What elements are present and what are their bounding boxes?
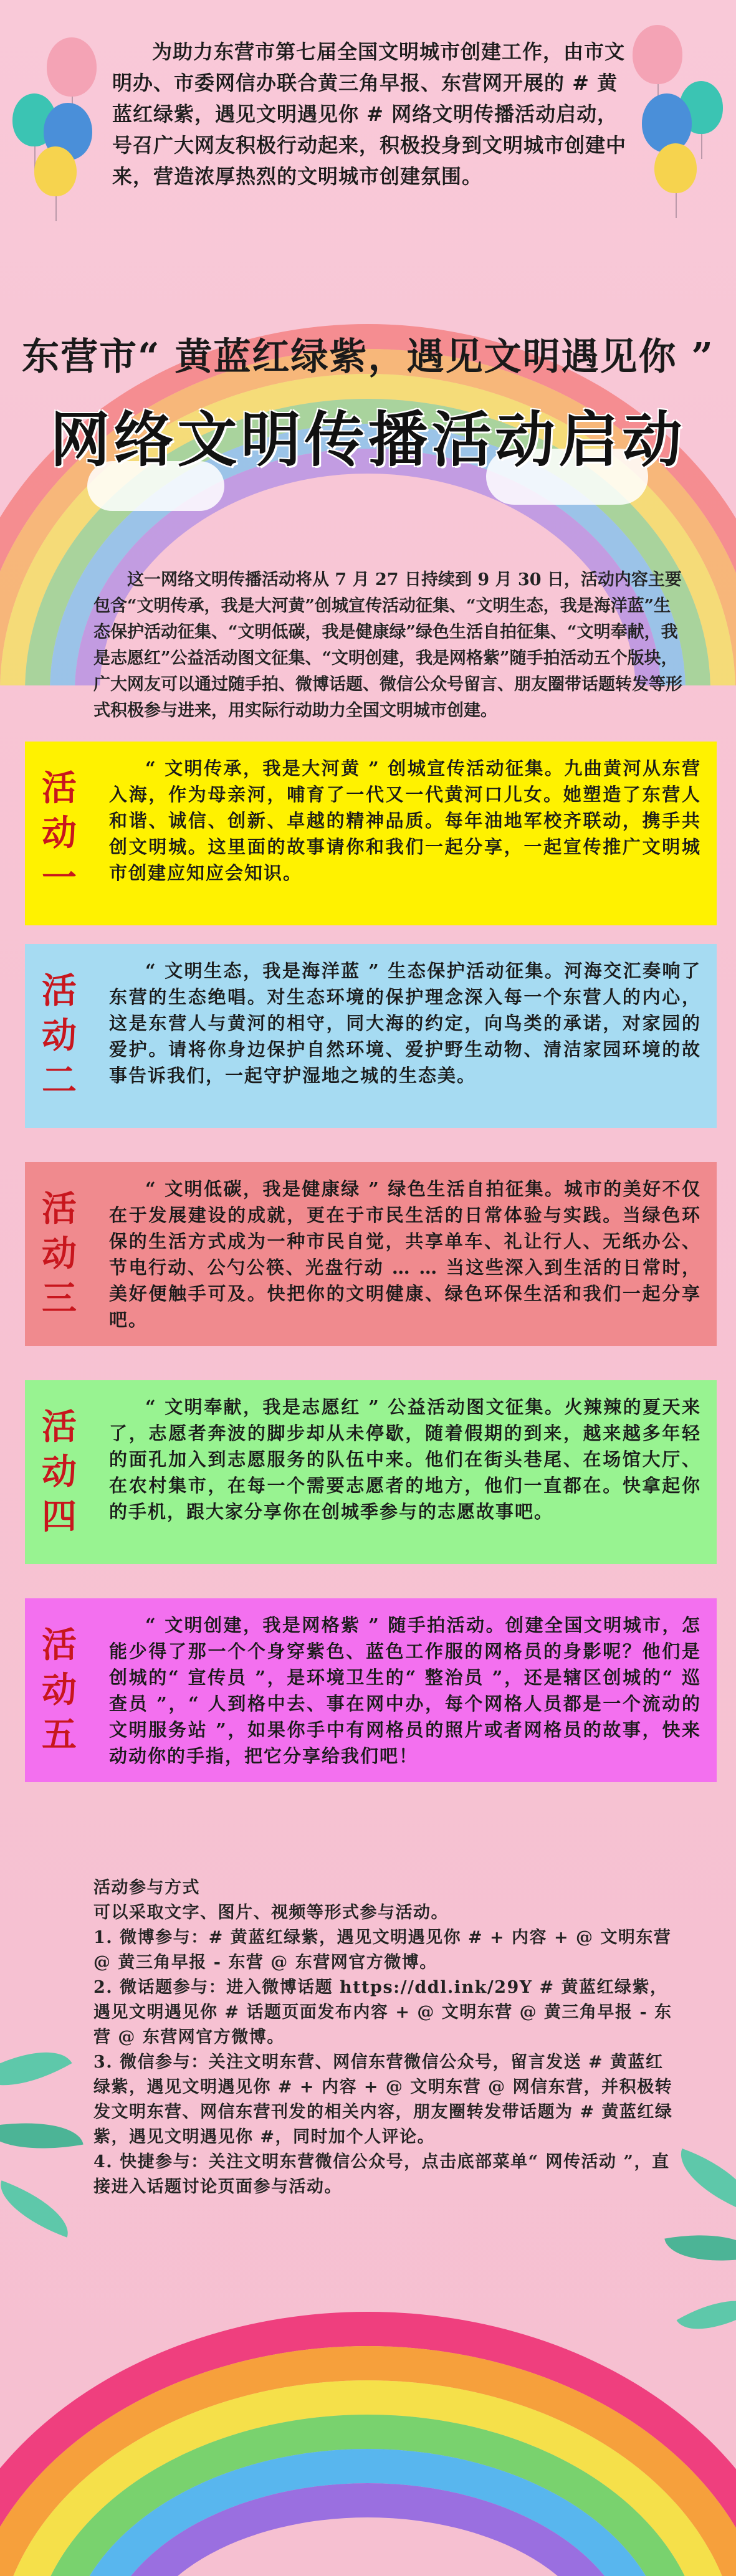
balloon-decoration — [47, 37, 97, 97]
activity-tab-char: 活 — [42, 1406, 77, 1448]
activity-tab-char: 五 — [42, 1714, 77, 1755]
activity-card-5 — [25, 1598, 717, 1782]
activity-text: “ 文明奉献，我是志愿红 ” 公益活动图文征集。火辣辣的夏天来了，志愿者奔波的脚步却从未停歇，随着假期的到来，越来越多年轻的面孔加入到志愿服务的队伍中来。他们在街头巷尾、在场馆大厅、在农村集市，在每一个需要志愿者的地方，他们一直都在。快拿起你的手机，跟大家分享你在创城季参与的志愿故事吧。 — [109, 1396, 701, 1522]
activity-tab-char: 动 — [42, 1233, 77, 1274]
participation-item: 3. 微信参与：关注文明东营、网信东营微信公众号，留言发送 # 黄蓝红绿紫，遇见文明遇见你 # + 内容 + @ 文明东营 @ 网信东营，并积极转发文明东营、网信东营刊发的相关内容，朋友圈转发带话题为 # 黄蓝红绿紫，遇见文明遇见你 #，同时加个人评论。 — [93, 2053, 673, 2147]
summary-paragraph: 这一网络文明传播活动将从 7 月 27 日持续到 9 月 30 日，活动内容主要包含“文明传承，我是大河黄”创城宣传活动征集、“文明生态，我是海洋蓝”生态保护活动征集、“文明低碳，我是健康绿”绿色生活自拍征集、“文明奉献，我是志愿红”公益活动图文征集、“文明创建，我是网格紫”随手拍活动五个版块，广大网友可以通过随手拍、微博话题、微信公众号留言、朋友圈带话题转发等形式积极参与进来，用实际行动助力全国文明城市创建。 — [93, 570, 682, 720]
activity-card-2 — [25, 944, 717, 1128]
activity-tab-char: 动 — [42, 1451, 77, 1492]
participation-item: 2. 微话题参与：进入微博话题 https://ddl.ink/29Y # 黄蓝红绿紫，遇见文明遇见你 # 话题页面发布内容 + @ 文明东营 @ 黄三角早报 - 东营 @ 东营网官方微博。 — [93, 1978, 672, 2047]
activity-tab-char: 三 — [42, 1278, 77, 1319]
participation-section — [93, 1876, 673, 2200]
bottom-rainbow-decoration — [0, 2312, 736, 2576]
participation-item: 4. 快捷参与：关注文明东营微信公众号，点击底部菜单“ 网传活动 ”，直接进入话题讨论页面参与活动。 — [93, 2152, 670, 2197]
intro-paragraph: 为助力东营市第七届全国文明城市创建工作，由市文明办、市委网信办联合黄三角早报、东营网开展的 # 黄蓝红绿紫，遇见文明遇见你 # 网络文明传播活动启动，号召广大网友积极行动起来，积极投身到文明城市创建中来，营造浓厚热烈的文明城市创建氛围。 — [112, 40, 627, 188]
activity-tab — [25, 1380, 93, 1564]
headline-line-1: 东营市“ 黄蓝红绿紫，遇见文明遇见你 ” — [22, 335, 714, 379]
participation-item: 1. 微博参与：# 黄蓝红绿紫，遇见文明遇见你 # + 内容 + @ 文明东营 @ 黄三角早报 - 东营 @ 东营网官方微博。 — [93, 1928, 672, 1972]
activity-tab — [25, 1162, 93, 1346]
leaf-decoration — [0, 2031, 72, 2107]
balloon-decoration — [633, 25, 682, 84]
activity-tab-char: 活 — [42, 1188, 77, 1229]
leaf-decoration — [0, 2111, 84, 2160]
activity-tab-char: 动 — [42, 1015, 77, 1056]
balloon-decoration — [654, 143, 697, 193]
activity-text: “ 文明低碳，我是健康绿 ” 绿色生活自拍征集。城市的美好不仅在于发展建设的成就，更在于市民生活的日常体验与实践。当绿色环保的生活方式成为一种市民自觉，共享单车、礼让行人、无纸办公、节电行动、公勺公筷、光盘行动 … … 当这些深入到生活的日常时，美好便触手可及。快把你的文明健康、绿色环保生活和我们一起分享吧。 — [109, 1178, 701, 1330]
activity-text: “ 文明创建，我是网格紫 ” 随手拍活动。创建全国文明城市，怎能少得了那一个个身穿紫色、蓝色工作服的网格员的身影呢？他们是创城的“ 宣传员 ”，是环境卫生的“ 整治员 ”，还是辖区创城的“ 巡查员 ”，“ 人到格中去、事在网中办，每个网格人员都是一个流动的文明服务站 ”，如果你手中有网格员的照片或者网格员的故事，快来动动你的手指，把它分享给我们吧！ — [109, 1615, 701, 1767]
activity-tab-char: 二 — [42, 1060, 77, 1101]
activity-card-4 — [25, 1380, 717, 1564]
participation-title: 活动参与方式 — [93, 1878, 200, 1897]
activity-tab — [25, 742, 93, 925]
activity-card-3 — [25, 1162, 717, 1346]
activity-tab — [25, 1598, 93, 1782]
leaf-decoration — [669, 2149, 736, 2213]
leaf-decoration — [664, 2223, 736, 2272]
activity-tab-char: 活 — [42, 1624, 77, 1666]
balloon-decoration — [642, 93, 692, 153]
activity-tab-char: 活 — [42, 768, 77, 809]
activity-card-1 — [25, 742, 717, 925]
activity-tab-char: 活 — [42, 970, 77, 1011]
participation-lead: 可以采取文字、图片、视频等形式参与活动。 — [93, 1903, 449, 1922]
activity-text: “ 文明传承，我是大河黄 ” 创城宣传活动征集。九曲黄河从东营入海，作为母亲河，哺育了一代又一代黄河口儿女。她塑造了东营人和谐、诚信、创新、卓越的精神品质。每年油地军校齐联动，携手共创文明城。这里面的故事请你和我们一起分享，一起宣传推广文明城市创建应知应会知识。 — [109, 758, 701, 884]
activity-tab-char: 一 — [42, 857, 77, 899]
activity-text: “ 文明生态，我是海洋蓝 ” 生态保护活动征集。河海交汇奏响了东营的生态绝唱。对生态环境的保护理念深入每一个东营人的内心，这是东营人与黄河的相守，同大海的约定，向鸟类的承诺，对家园的爱护。请将你身边保护自然环境、爱护野生动物、清洁家园环境的故事告诉我们，一起守护湿地之城的生态美。 — [109, 960, 701, 1086]
activity-tab-char: 动 — [42, 1669, 77, 1710]
activity-tab — [25, 944, 93, 1128]
headline-line-2: 网络文明传播活动启动 — [50, 404, 686, 475]
activity-tab-char: 动 — [42, 813, 77, 854]
leaf-decoration — [0, 2180, 78, 2237]
activity-tab-char: 四 — [42, 1496, 77, 1537]
balloon-decoration — [34, 146, 77, 196]
